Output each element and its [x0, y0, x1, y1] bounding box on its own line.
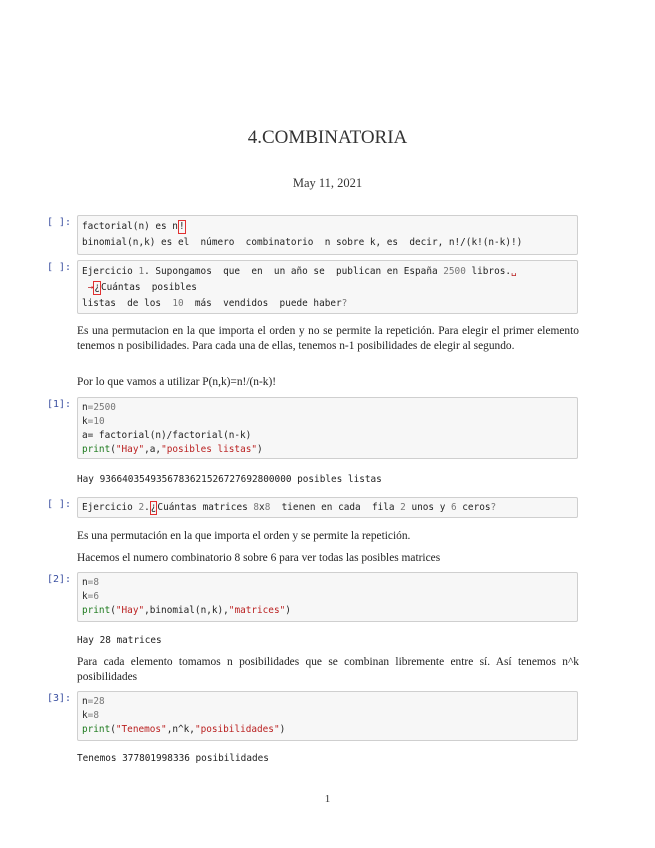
error-highlight: ¿: [150, 502, 157, 513]
code-number: 1: [138, 266, 145, 277]
code-text: (: [110, 724, 116, 735]
cell-output-1: Hay 93664035493567836215267276928000​00 posibles listas: [77, 474, 382, 485]
code-text: ): [257, 444, 263, 455]
cell-input[interactable]: [77, 691, 578, 741]
code-text: listas de los: [82, 298, 173, 309]
code-operator: =: [87, 416, 94, 427]
code-text: ?: [341, 298, 348, 309]
code-keyword: print: [82, 724, 111, 735]
code-number: 10: [172, 298, 184, 309]
code-text: ): [285, 605, 291, 616]
code-string: "posibilidades": [194, 724, 280, 735]
code-text: (: [110, 444, 116, 455]
markdown-cell-definitions[interactable]: [47, 215, 578, 255]
code-variable: k: [82, 591, 88, 602]
code-text: Cuántas posibles: [100, 282, 197, 293]
cell-prompt: [2]:: [47, 574, 72, 585]
markdown-cell-ejercicio-1[interactable]: [47, 260, 578, 314]
wrap-arrow-icon: →: [87, 282, 94, 293]
page-number: 1: [324, 793, 331, 805]
code-text: ?: [490, 502, 497, 513]
cell-input[interactable]: [77, 572, 578, 622]
code-number: 6: [93, 591, 99, 602]
code-text: binomial(n,k) es el número combinatorio n sobre k, es decir, n!/(k!(n-k)!): [82, 237, 523, 248]
code-text: . Supongamos que en un año se publican en España: [144, 266, 444, 277]
code-number: 8: [93, 577, 99, 588]
cell-prompt: [3]:: [47, 693, 72, 704]
code-number: 2: [138, 502, 145, 513]
paragraph-explanation-2: Por lo que vamos a utilizar P(n,k)=n!/(n-k)!: [77, 376, 277, 388]
code-string: "Hay": [115, 605, 145, 616]
code-cell-1[interactable]: [47, 397, 578, 459]
paragraph-explanation-3: Es una permutación en la que importa el orden y se permite la repetición.: [77, 530, 411, 542]
code-text: unos y: [405, 502, 451, 513]
cell-input[interactable]: [77, 497, 578, 518]
error-highlight: ¿: [94, 282, 100, 293]
document-title: 4.COMBINATORIA: [247, 127, 408, 148]
code-operator: =: [87, 402, 94, 413]
code-number: 2500: [443, 266, 466, 277]
code-number: 10: [93, 416, 105, 427]
code-text: más vendidos puede haber: [183, 298, 342, 309]
code-operator: =: [87, 591, 94, 602]
code-text: (: [110, 605, 116, 616]
document-date: May 11, 2021: [292, 176, 363, 190]
cell-output-3: Tenemos 377801998336 posibilidades: [77, 753, 269, 764]
code-text: tienen en cada fila: [270, 502, 401, 513]
code-number: 28: [93, 696, 105, 707]
code-string: "Tenemos": [115, 724, 167, 735]
code-keyword: print: [82, 605, 111, 616]
code-text: ceros: [456, 502, 491, 513]
line-wrap-marker: ␣: [511, 266, 517, 277]
code-string: "posibles listas": [161, 444, 258, 455]
code-text: ): [279, 724, 286, 735]
code-text: Cuántas matrices: [157, 502, 254, 513]
code-number: 8: [93, 710, 99, 721]
code-variable: k: [82, 416, 88, 427]
code-number: 6: [450, 502, 457, 513]
code-variable: n: [82, 577, 88, 588]
code-text: Ejercicio: [82, 266, 139, 277]
cell-input[interactable]: [77, 260, 578, 314]
code-variable: k: [82, 710, 88, 721]
code-text: x: [259, 502, 265, 513]
code-text: ,binomial(n,k),: [144, 605, 229, 616]
code-operator: =: [87, 696, 94, 707]
error-highlight: !: [178, 221, 185, 232]
code-operator: =: [87, 577, 94, 588]
cell-prompt: [1]:: [47, 399, 72, 410]
paragraph-explanation-4: Hacemos el numero combinatorio 8 sobre 6 para ver todas las posibles matrices: [77, 552, 441, 564]
code-string: "matrices": [228, 605, 286, 616]
code-number: 8: [253, 502, 260, 513]
code-cell-2[interactable]: [47, 572, 578, 622]
code-variable: n: [82, 696, 88, 707]
code-text: a= factorial(n)/factorial(n-k): [82, 430, 252, 441]
cell-output-2: Hay 28 matrices: [77, 635, 162, 646]
code-number: 2500: [93, 402, 116, 413]
code-number: 8: [264, 502, 271, 513]
code-number: 2: [400, 502, 406, 513]
code-cell-3[interactable]: [47, 691, 578, 741]
cell-prompt: [ ]:: [47, 262, 72, 273]
code-text: ,n^k,: [166, 724, 195, 735]
code-text: Ejercicio: [82, 502, 139, 513]
cell-input[interactable]: [77, 215, 578, 255]
paragraph-explanation-5: Para cada elemento tomamos n posibilidades que se combinan libremente entre sí. Así tenemos n^k posibilidades: [77, 656, 579, 683]
code-variable: n: [82, 402, 88, 413]
code-text: ,a,: [144, 444, 162, 455]
cell-input[interactable]: [77, 397, 578, 459]
code-operator: =: [87, 710, 94, 721]
code-text: libros.: [465, 266, 511, 277]
cell-prompt: [ ]:: [47, 217, 72, 228]
markdown-cell-ejercicio-2[interactable]: [47, 497, 578, 518]
code-text: factorial(n) es n: [82, 221, 178, 232]
code-keyword: print: [82, 444, 111, 455]
code-string: "Hay": [115, 444, 145, 455]
code-text: .: [144, 502, 150, 513]
paragraph-explanation-1: Es una permutacion en la que importa el orden y no se permite la repetición. Para elegir el primer elemento tenemos n posibilidades. Para cada una de ellas, tenemos n-1 posibilidades de elegir al segundo.: [77, 325, 579, 352]
cell-prompt: [ ]:: [47, 499, 72, 510]
